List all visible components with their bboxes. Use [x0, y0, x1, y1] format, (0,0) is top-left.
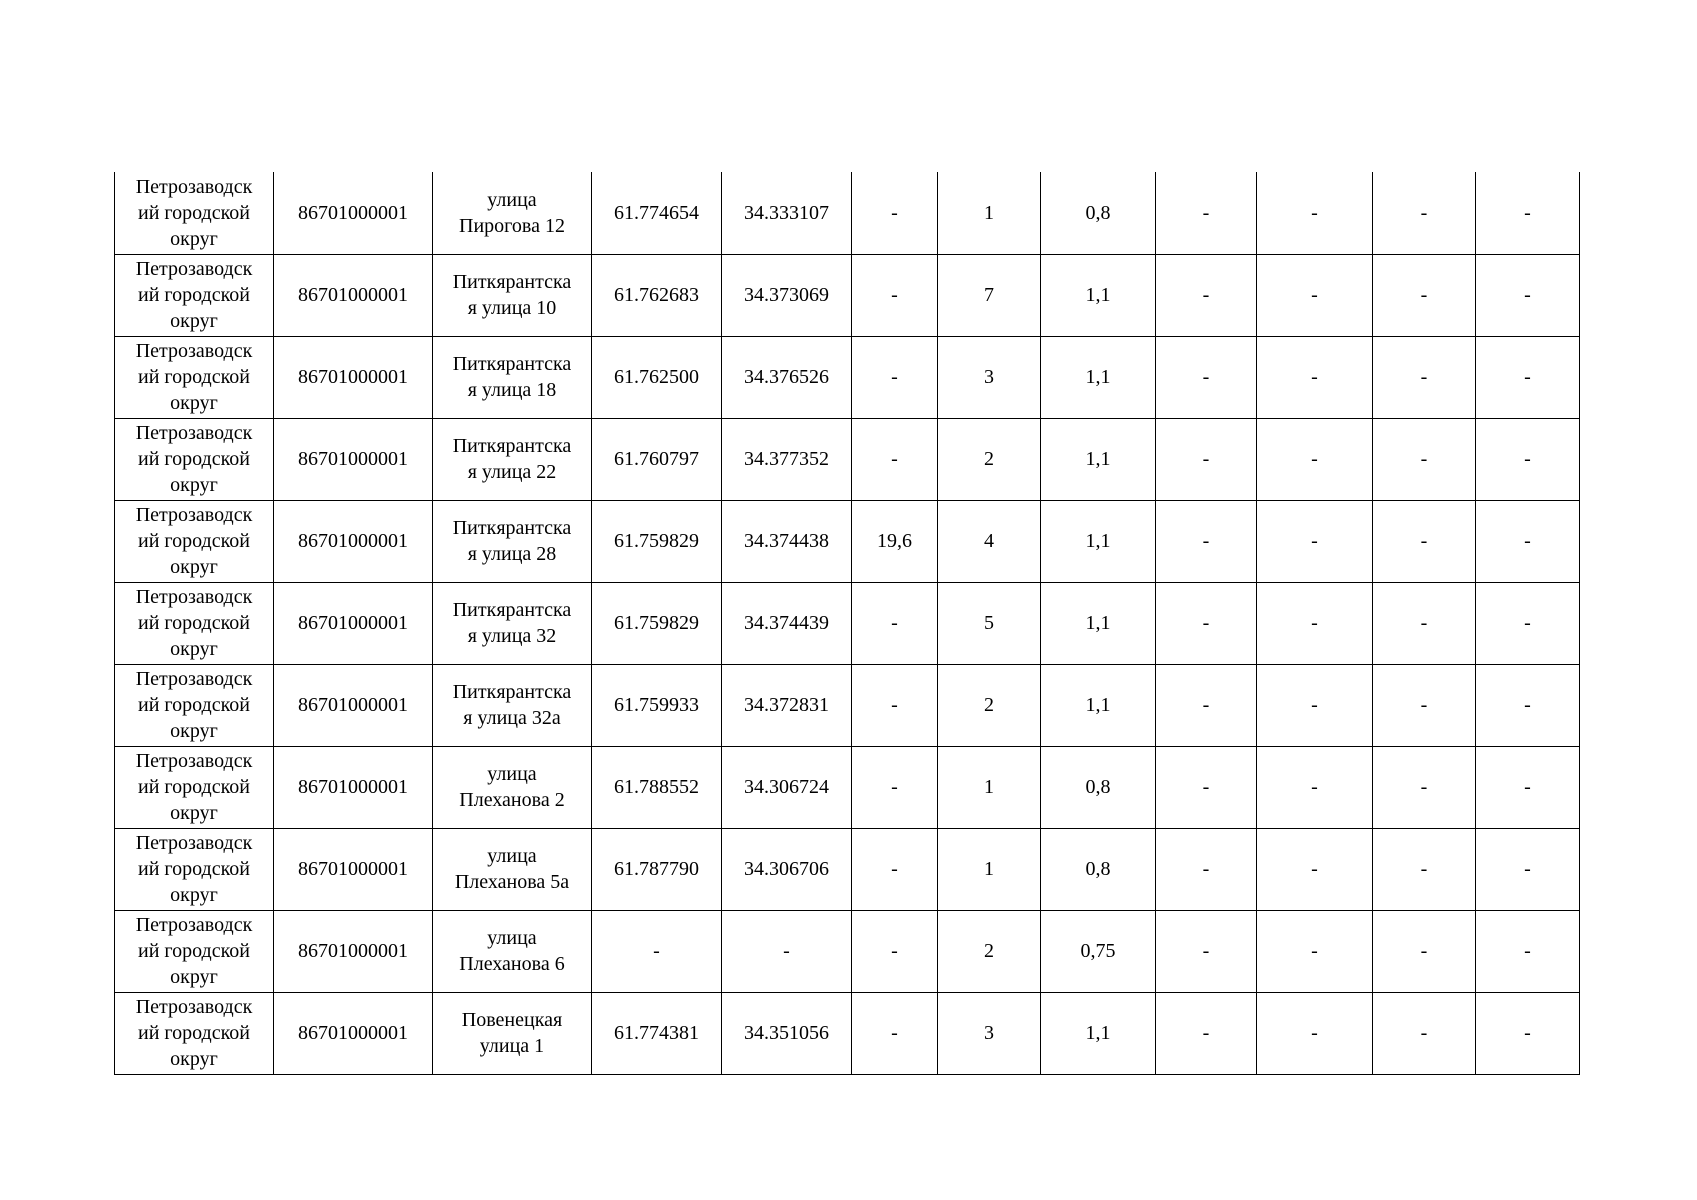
cell-container-volume: 1,1	[1041, 254, 1156, 336]
cell-col-10: -	[1156, 746, 1257, 828]
cell-col-10: -	[1156, 418, 1257, 500]
cell-oktmo: 86701000001	[274, 500, 433, 582]
cell-district-line: ий городской	[138, 940, 250, 962]
cell-district-line: округ	[170, 392, 218, 414]
cell-col-12: -	[1373, 910, 1476, 992]
cell-container-count: 1	[938, 746, 1041, 828]
cell-district-line: округ	[170, 227, 218, 250]
cell-district-line: Петрозаводск	[135, 586, 253, 608]
table-row	[115, 418, 1580, 500]
cell-col-13: -	[1476, 418, 1580, 500]
cell-col-11: -	[1257, 746, 1373, 828]
cell-district	[115, 664, 274, 746]
cell-latitude: 61.760797	[592, 418, 722, 500]
cell-area: -	[852, 664, 938, 746]
cell-area: -	[852, 418, 938, 500]
table-row	[115, 500, 1580, 582]
cell-col-13: -	[1476, 172, 1580, 254]
cell-address-line: я улица 10	[467, 297, 557, 319]
cell-col-10: -	[1156, 664, 1257, 746]
cell-latitude: 61.774381	[592, 992, 722, 1074]
cell-col-11: -	[1257, 336, 1373, 418]
cell-col-10: -	[1156, 254, 1257, 336]
cell-oktmo: 86701000001	[274, 418, 433, 500]
cell-col-13: -	[1476, 664, 1580, 746]
cell-address-line: Питкярантска	[452, 353, 572, 375]
cell-district-line: ий городской	[138, 612, 250, 634]
cell-address-line: Питкярантска	[452, 681, 572, 703]
table-row	[115, 664, 1580, 746]
cell-container-count: 3	[938, 992, 1041, 1074]
cell-col-11: -	[1257, 582, 1373, 664]
cell-district	[115, 582, 274, 664]
cell-col-12: -	[1373, 664, 1476, 746]
table-row	[115, 172, 1580, 254]
cell-area: -	[852, 746, 938, 828]
table-row	[115, 254, 1580, 336]
cell-container-count: 5	[938, 582, 1041, 664]
cell-col-10: -	[1156, 828, 1257, 910]
cell-address	[433, 500, 592, 582]
cell-district-line: округ	[170, 474, 218, 496]
cell-oktmo: 86701000001	[274, 828, 433, 910]
cell-col-12: -	[1373, 418, 1476, 500]
cell-latitude: 61.759829	[592, 582, 722, 664]
cell-col-11: -	[1257, 664, 1373, 746]
cell-address-line: Повенецкая	[461, 1009, 563, 1031]
cell-district-line: Петрозаводск	[135, 996, 253, 1018]
cell-address-line: Плеханова 2	[459, 789, 565, 811]
cell-address	[433, 910, 592, 992]
cell-longitude: 34.306724	[722, 746, 852, 828]
cell-address-line: Пирогова 12	[459, 214, 565, 237]
cell-longitude: 34.376526	[722, 336, 852, 418]
cell-address-line: я улица 18	[467, 379, 557, 401]
cell-district	[115, 172, 274, 254]
cell-address	[433, 746, 592, 828]
cell-oktmo: 86701000001	[274, 910, 433, 992]
registry-table-body	[115, 172, 1580, 1074]
cell-district-line: ий городской	[138, 530, 250, 552]
registry-table	[114, 172, 1580, 1075]
cell-col-12: -	[1373, 828, 1476, 910]
cell-district-line: ий городской	[138, 776, 250, 798]
cell-col-13: -	[1476, 254, 1580, 336]
cell-area: -	[852, 254, 938, 336]
cell-district-line: округ	[170, 638, 218, 660]
cell-address-line: улица	[487, 845, 537, 867]
cell-col-12: -	[1373, 746, 1476, 828]
cell-area: -	[852, 992, 938, 1074]
cell-district-line: округ	[170, 310, 218, 332]
cell-col-13: -	[1476, 992, 1580, 1074]
cell-latitude: 61.762683	[592, 254, 722, 336]
cell-address-line: я улица 28	[467, 543, 557, 565]
cell-longitude: 34.374439	[722, 582, 852, 664]
cell-district-line: Петрозаводск	[135, 832, 253, 854]
cell-longitude: -	[722, 910, 852, 992]
cell-district	[115, 336, 274, 418]
cell-col-10: -	[1156, 992, 1257, 1074]
cell-col-13: -	[1476, 336, 1580, 418]
cell-oktmo: 86701000001	[274, 336, 433, 418]
cell-container-count: 1	[938, 172, 1041, 254]
cell-address-line: я улица 32	[467, 625, 557, 647]
cell-area: -	[852, 336, 938, 418]
cell-container-volume: 0,75	[1041, 910, 1156, 992]
cell-col-13: -	[1476, 582, 1580, 664]
cell-address	[433, 254, 592, 336]
table-row	[115, 582, 1580, 664]
cell-area: 19,6	[852, 500, 938, 582]
cell-latitude: 61.774654	[592, 172, 722, 254]
cell-district-line: округ	[170, 884, 218, 906]
cell-container-volume: 1,1	[1041, 336, 1156, 418]
cell-col-12: -	[1373, 172, 1476, 254]
cell-col-13: -	[1476, 828, 1580, 910]
cell-longitude: 34.372831	[722, 664, 852, 746]
cell-address-line: улица	[487, 927, 537, 949]
cell-district-line: округ	[170, 802, 218, 824]
cell-address	[433, 582, 592, 664]
cell-latitude: 61.759829	[592, 500, 722, 582]
cell-latitude: -	[592, 910, 722, 992]
cell-latitude: 61.759933	[592, 664, 722, 746]
cell-longitude: 34.374438	[722, 500, 852, 582]
cell-address	[433, 992, 592, 1074]
cell-address	[433, 828, 592, 910]
cell-district	[115, 992, 274, 1074]
cell-container-volume: 1,1	[1041, 992, 1156, 1074]
cell-latitude: 61.788552	[592, 746, 722, 828]
cell-oktmo: 86701000001	[274, 254, 433, 336]
cell-col-11: -	[1257, 172, 1373, 254]
cell-latitude: 61.787790	[592, 828, 722, 910]
cell-col-10: -	[1156, 910, 1257, 992]
cell-district-line: ий городской	[138, 1022, 250, 1044]
cell-container-count: 2	[938, 664, 1041, 746]
cell-address-line: Питкярантска	[452, 517, 572, 539]
cell-col-12: -	[1373, 582, 1476, 664]
cell-col-11: -	[1257, 500, 1373, 582]
cell-col-10: -	[1156, 336, 1257, 418]
cell-col-13: -	[1476, 746, 1580, 828]
cell-address	[433, 336, 592, 418]
cell-address	[433, 664, 592, 746]
cell-container-count: 2	[938, 418, 1041, 500]
cell-district-line: ий городской	[138, 366, 250, 388]
cell-address-line: Питкярантска	[452, 599, 572, 621]
cell-col-11: -	[1257, 418, 1373, 500]
cell-district	[115, 746, 274, 828]
cell-district-line: Петрозаводск	[135, 258, 253, 280]
cell-address-line: улица	[487, 763, 537, 785]
cell-address-line: Плеханова 5а	[454, 871, 570, 893]
cell-col-12: -	[1373, 254, 1476, 336]
cell-address	[433, 172, 592, 254]
cell-district	[115, 418, 274, 500]
cell-address-line: улица 1	[479, 1035, 545, 1057]
cell-address-line: Питкярантска	[452, 271, 572, 293]
cell-col-11: -	[1257, 992, 1373, 1074]
cell-oktmo: 86701000001	[274, 172, 433, 254]
cell-col-12: -	[1373, 992, 1476, 1074]
cell-col-13: -	[1476, 500, 1580, 582]
cell-container-volume: 0,8	[1041, 746, 1156, 828]
cell-col-12: -	[1373, 336, 1476, 418]
cell-district	[115, 828, 274, 910]
table-row	[115, 746, 1580, 828]
cell-district-line: округ	[170, 556, 218, 578]
cell-oktmo: 86701000001	[274, 746, 433, 828]
cell-district	[115, 500, 274, 582]
cell-longitude: 34.333107	[722, 172, 852, 254]
table-row	[115, 828, 1580, 910]
cell-longitude: 34.377352	[722, 418, 852, 500]
cell-district	[115, 254, 274, 336]
cell-address	[433, 418, 592, 500]
cell-district-line: округ	[170, 966, 218, 988]
table-row	[115, 336, 1580, 418]
cell-container-volume: 1,1	[1041, 582, 1156, 664]
cell-col-11: -	[1257, 910, 1373, 992]
cell-container-volume: 0,8	[1041, 828, 1156, 910]
cell-area: -	[852, 172, 938, 254]
cell-container-count: 2	[938, 910, 1041, 992]
table-row	[115, 992, 1580, 1074]
cell-area: -	[852, 910, 938, 992]
cell-district-line: Петрозаводск	[135, 750, 253, 772]
cell-address-line: Плеханова 6	[459, 953, 565, 975]
cell-oktmo: 86701000001	[274, 664, 433, 746]
cell-district-line: ий городской	[138, 694, 250, 716]
cell-address-line: улица	[487, 188, 537, 211]
cell-district-line: Петрозаводск	[135, 914, 253, 936]
cell-district	[115, 910, 274, 992]
cell-col-11: -	[1257, 254, 1373, 336]
cell-longitude: 34.306706	[722, 828, 852, 910]
cell-oktmo: 86701000001	[274, 582, 433, 664]
cell-district-line: Петрозаводск	[135, 422, 253, 444]
cell-container-volume: 1,1	[1041, 418, 1156, 500]
cell-district-line: Петрозаводск	[135, 340, 253, 362]
cell-district-line: Петрозаводск	[135, 668, 253, 690]
cell-address-line: я улица 22	[467, 461, 557, 483]
cell-district-line: ий городской	[138, 201, 250, 224]
cell-container-volume: 1,1	[1041, 664, 1156, 746]
cell-container-volume: 0,8	[1041, 172, 1156, 254]
cell-longitude: 34.373069	[722, 254, 852, 336]
cell-col-12: -	[1373, 500, 1476, 582]
cell-container-count: 4	[938, 500, 1041, 582]
cell-area: -	[852, 582, 938, 664]
cell-col-10: -	[1156, 582, 1257, 664]
cell-district-line: округ	[170, 720, 218, 742]
cell-district-line: ий городской	[138, 284, 250, 306]
cell-longitude: 34.351056	[722, 992, 852, 1074]
cell-container-volume: 1,1	[1041, 500, 1156, 582]
cell-col-10: -	[1156, 172, 1257, 254]
cell-address-line: я улица 32а	[463, 707, 561, 729]
cell-district-line: ий городской	[138, 448, 250, 470]
cell-district-line: округ	[170, 1048, 218, 1070]
cell-container-count: 1	[938, 828, 1041, 910]
table-row	[115, 910, 1580, 992]
cell-col-13: -	[1476, 910, 1580, 992]
cell-latitude: 61.762500	[592, 336, 722, 418]
cell-district-line: ий городской	[138, 858, 250, 880]
cell-district-line: Петрозаводск	[135, 175, 253, 198]
cell-address-line: Питкярантска	[452, 435, 572, 457]
cell-col-10: -	[1156, 500, 1257, 582]
cell-col-11: -	[1257, 828, 1373, 910]
cell-container-count: 3	[938, 336, 1041, 418]
cell-container-count: 7	[938, 254, 1041, 336]
cell-district-line: Петрозаводск	[135, 504, 253, 526]
cell-oktmo: 86701000001	[274, 992, 433, 1074]
cell-area: -	[852, 828, 938, 910]
